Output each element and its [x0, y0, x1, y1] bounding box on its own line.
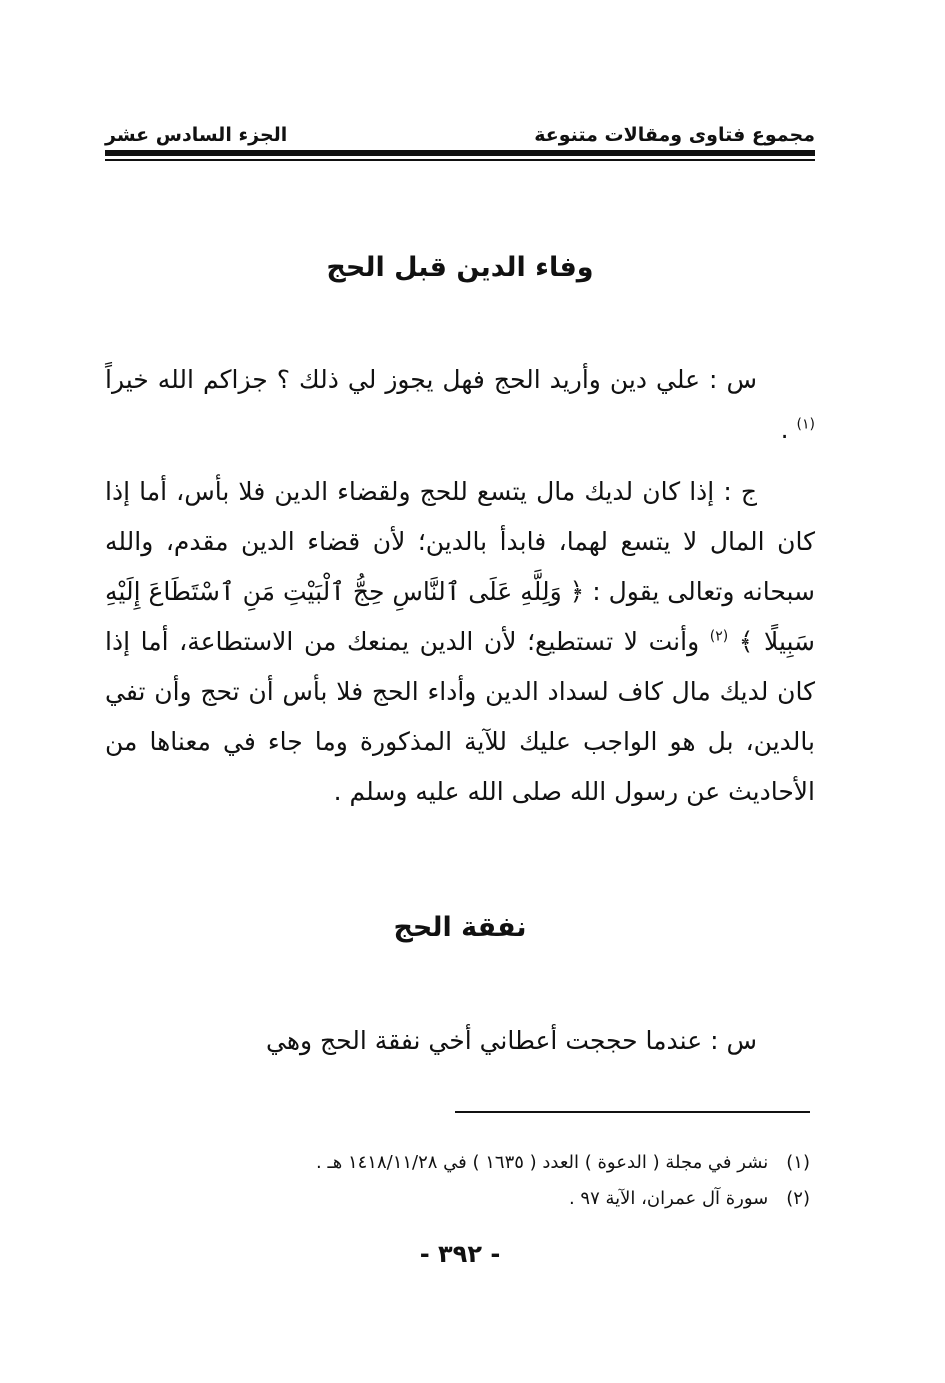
- footnote-1: [105, 1145, 810, 1181]
- question-text: عندما حججت أعطاني أخي نفقة الحج وهي: [265, 1026, 703, 1055]
- answer-text-part1: إذا كان لديك مال يتسع للحج ولقضاء الدين فلا بأس، أما إذا كان المال لا يتسع لهما، فابدأ بالدين؛ لأن قضاء الدين مقدم، والله سبحانه وتعالى يقول :: [105, 477, 816, 606]
- question-text: علي دين وأريد الحج فهل يجوز لي ذلك ؟ جزاكم الله خيراً: [105, 365, 701, 394]
- footnote-number: (٢): [786, 1188, 810, 1209]
- footnote-text: سورة آل عمران، الآية ٩٧ .: [568, 1188, 769, 1209]
- question-paragraph-2: [105, 1016, 815, 1066]
- answer-paragraph: [105, 467, 815, 817]
- section-title-expense: نفقة الحج: [393, 912, 527, 943]
- section-title-debt: وفاء الدين قبل الحج: [326, 252, 594, 283]
- book-title: مجموع فتاوى ومقالات متنوعة: [534, 124, 815, 146]
- footnote-text: نشر في مجلة ( الدعوة ) العدد ( ١٦٣٥ ) في ١٤١٨/١١/٢٨ هـ .: [316, 1152, 769, 1173]
- question-end: .: [780, 415, 789, 444]
- footnote-number: (١): [786, 1152, 810, 1173]
- header-rule: [105, 150, 815, 156]
- running-header: [105, 112, 815, 146]
- page-number: - ٣٩٢ -: [419, 1240, 501, 1268]
- footnote-separator: [455, 1111, 810, 1113]
- header-rule-thin: [105, 159, 815, 161]
- question-label: س :: [710, 1026, 757, 1055]
- volume-label: الجزء السادس عشر: [105, 124, 288, 146]
- answer-text-part2: وأنت لا تستطيع؛ لأن الدين يمنعك من الاستطاعة، أما إذا كان لديك مال كاف لسداد الدين وأداء الحج فلا بأس أن تحج وأن تفي بالدين، بل هو الواجب عليك للآية المذكورة وما جاء في معناها من الأحاديث عن رسول الله صلى الله عليه وسلم .: [105, 627, 815, 806]
- footnotes: [105, 1145, 810, 1217]
- quran-verse: ﴿ وَلِلَّهِ عَلَى ٱلنَّاسِ حِجُّ ٱلْبَيْتِ مَنِ ٱسْتَطَاعَ إِلَيْهِ سَبِيلًا ﴾: [105, 577, 815, 656]
- question-paragraph-1: [105, 355, 815, 455]
- footnote-ref-2: (٢): [709, 628, 729, 645]
- footnote-2: [105, 1181, 810, 1217]
- answer-label: ج :: [723, 477, 757, 506]
- question-label: س :: [709, 365, 757, 394]
- footnote-ref-1: (١): [796, 416, 815, 433]
